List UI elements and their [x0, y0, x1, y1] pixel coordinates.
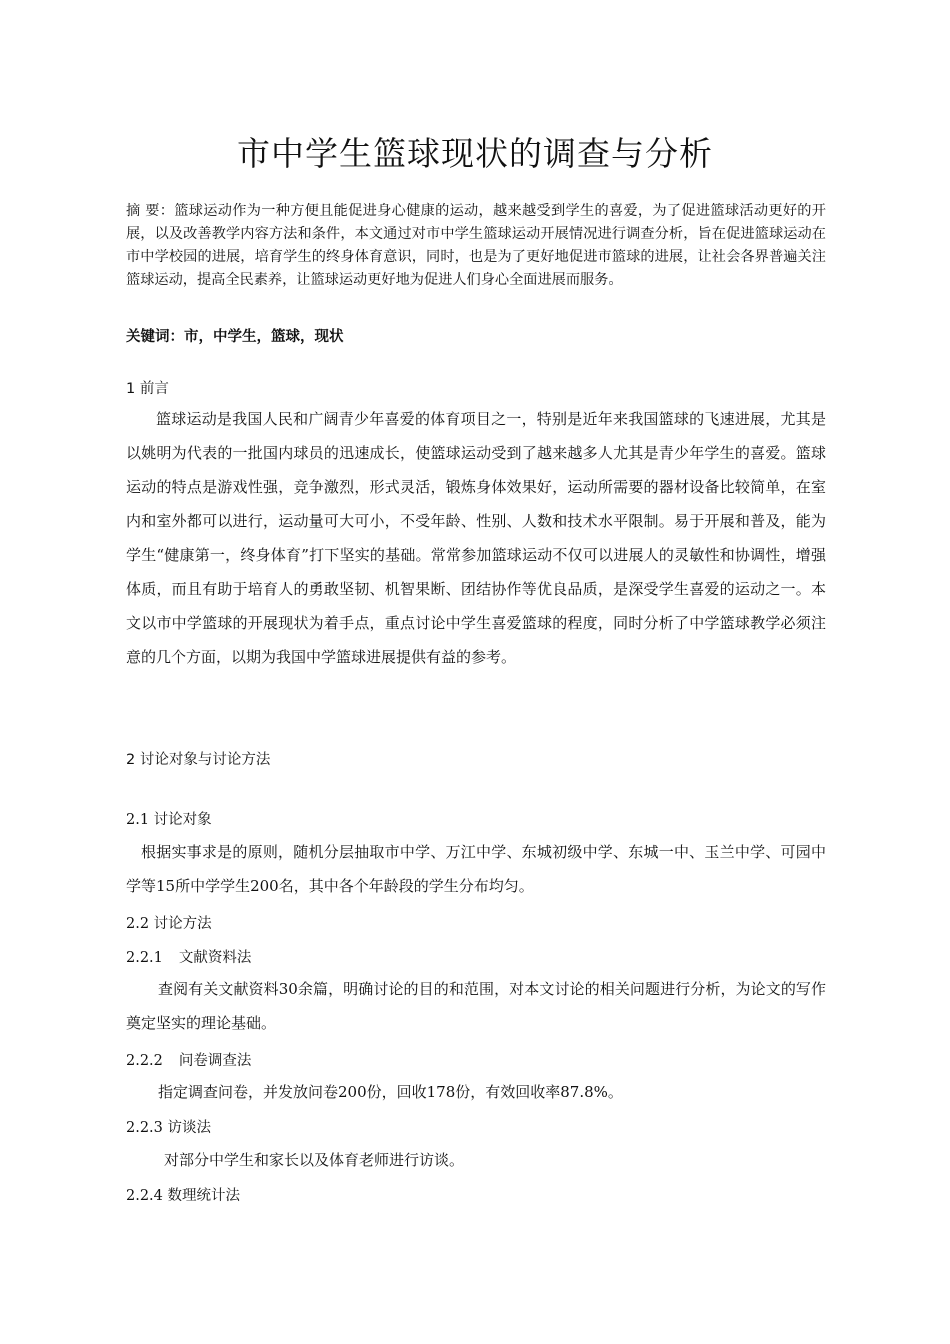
section-2-2-1-paragraph: 查阅有关文献资料30余篇，明确讨论的目的和范围，对本文讨论的相关问题进行分析，为论文的写作奠定坚实的理论基础。	[126, 980, 826, 1032]
section-2-2-2-title: 问卷调查法	[178, 1053, 252, 1069]
abstract-label: 摘 要：	[126, 203, 175, 219]
section-2-1-paragraph: 根据实事求是的原则，随机分层抽取市中学、万江中学、东城初级中学、东城一中、玉兰中学、可园中学等15所中学学生200名，其中各个年龄段的学生分布均匀。	[126, 843, 826, 895]
section-2-2-3-paragraph: 对部分中学生和家长以及体育老师进行访谈。	[164, 1151, 465, 1169]
section-2-2-1-number: 2.2.1	[126, 950, 163, 966]
section-2-2-1-title: 文献资料法	[178, 950, 252, 966]
section-2-2-4-heading: 2.2.4 数理统计法	[126, 1188, 241, 1204]
section-2-2-3-heading: 2.2.3 访谈法	[126, 1120, 212, 1136]
section-2-2-2-heading	[126, 1049, 251, 1070]
section-2-2-2-paragraph: 指定调查问卷，并发放问卷200份，回收178份，有效回收率87.8%。	[158, 1083, 623, 1101]
section-2-2-heading: 2.2 讨论方法	[126, 916, 212, 932]
section-2-2-2-number: 2.2.2	[126, 1053, 163, 1069]
abstract	[126, 200, 826, 292]
section-1-heading: 1 前言	[126, 381, 169, 397]
section-2-1-heading: 2.1 讨论对象	[126, 812, 212, 828]
section-1-paragraph: 篮球运动是我国人民和广阔青少年喜爱的体育项目之一，特别是近年来我国篮球的飞速进展，尤其是以姚明为代表的一批国内球员的迅速成长，使篮球运动受到了越来越多人尤其是青少年学生的喜爱。篮球运动的特点是游戏性强，竞争激烈，形式灵活，锻炼身体效果好，运动所需要的器材设备比较简单，在室内和室外都可以进行，运动量可大可小，不受年龄、性别、人数和技术水平限制。易于开展和普及，能为学生“健康第一，终身体育”打下坚实的基础。常常参加篮球运动不仅可以进展人的灵敏性和协调性，增强体质，而且有助于培育人的勇敢坚韧、机智果断、团结协作等优良品质，是深受学生喜爱的运动之一。本文以市中学篮球的开展现状为着手点，重点讨论中学生喜爱篮球的程度，同时分析了中学篮球教学必须注意的几个方面，以期为我国中学篮球进展提供有益的参考。	[126, 410, 826, 666]
paper-title: 市中学生篮球现状的调查与分析	[237, 134, 713, 173]
section-2-2-1-heading	[126, 946, 251, 967]
keywords: 关键词：市，中学生，篮球，现状	[126, 329, 344, 345]
section-2-heading: 2 讨论对象与讨论方法	[126, 752, 271, 768]
abstract-text: 篮球运动作为一种方便且能促进身心健康的运动，越来越受到学生的喜爱，为了促进篮球活动更好的开展，以及改善教学内容方法和条件，本文通过对市中学生篮球运动开展情况进行调查分析，旨在促进篮球运动在市中学校园的进展，培育学生的终身体育意识，同时，也是为了更好地促进市篮球的进展，让社会各界普遍关注篮球运动，提高全民素养，让篮球运动更好地为促进人们身心全面进展而服务。	[126, 203, 826, 288]
